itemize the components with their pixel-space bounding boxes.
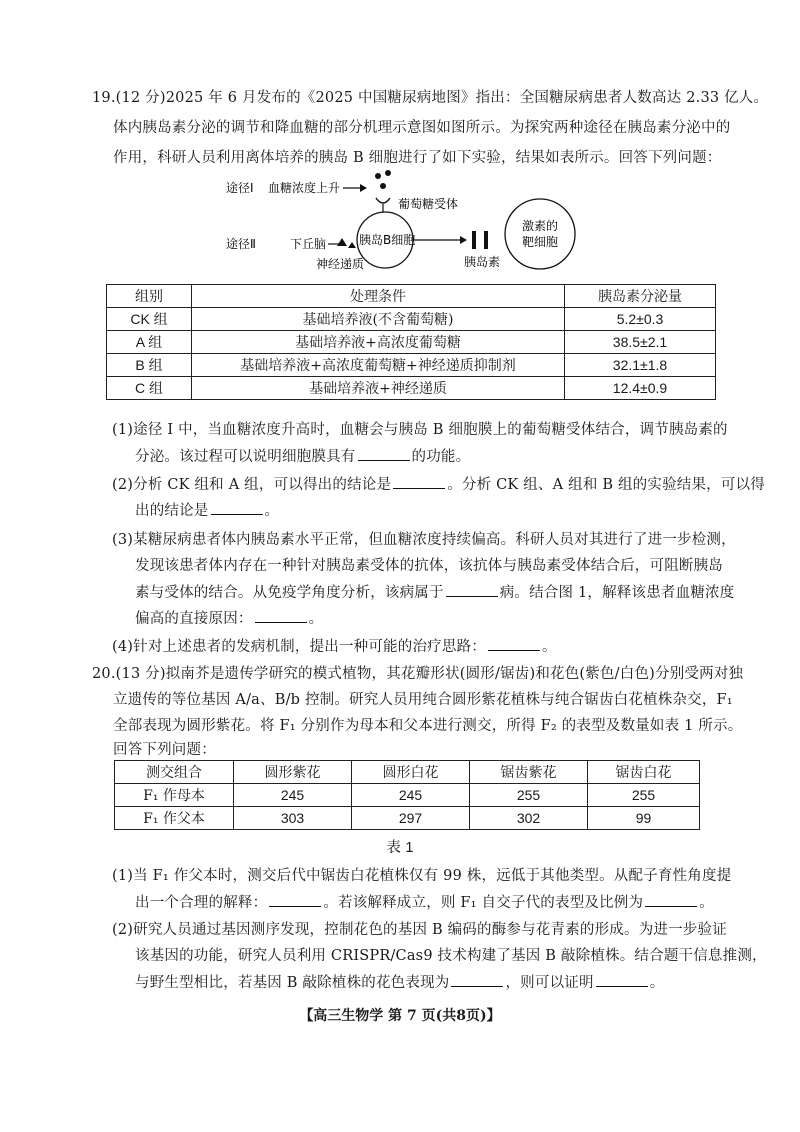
table-cell: F₁ 作父本: [115, 807, 234, 830]
table-cell: 基础培养液(不含葡萄糖): [192, 308, 565, 331]
answer-blank[interactable]: [358, 446, 410, 461]
q20-line3: 全部表现为圆形紫花。将 F₁ 分别作为母本和父本进行测交，所得 F₂ 的表型及数量如表 1 所示。: [113, 718, 743, 734]
table-header-cell: 圆形紫花: [234, 761, 352, 784]
answer-blank[interactable]: [255, 608, 307, 623]
table-cell: A 组: [107, 331, 192, 354]
q19-s3d: 偏高的直接原因： 。: [135, 608, 323, 629]
neurotransmitter-label: 神经递质: [316, 257, 365, 271]
insulin-bar-2: [484, 231, 488, 249]
table-caption: 表 1: [386, 840, 414, 856]
answer-blank[interactable]: [645, 892, 697, 907]
answer-blank[interactable]: [596, 972, 648, 987]
q19-s3a: (3)某糖尿病患者体内胰岛素水平正常，但血糖浓度持续偏高。科研人员对其进行了进一步检测，: [112, 532, 736, 548]
q19-table: [106, 284, 716, 400]
table-header-cell: 组别: [107, 285, 192, 308]
target-cell-circle: [505, 199, 575, 269]
target-label-1: 激素的: [522, 219, 559, 233]
path1-arrowhead: [360, 184, 367, 192]
table-row: [107, 354, 716, 377]
table-header-row: [107, 285, 716, 308]
table-row: [107, 331, 716, 354]
q20-line2: 立遗传的等位基因 A/a、B/b 控制。研究人员用纯合圆形紫花植株与纯合锯齿白花植株杂交，F₁: [113, 692, 733, 708]
table-row: [107, 377, 716, 400]
table-cell: 基础培养液+高浓度葡萄糖+神经递质抑制剂: [192, 354, 565, 377]
q19-s3b: 发现该患者体内存在一种针对胰岛素受体的抗体，该抗体与胰岛素受体结合后，可阻断胰岛: [135, 558, 723, 574]
q20-s2b: 该基因的功能，研究人员利用 CRISPR/Cas9 技术构建了基因 B 敲除植株。结合题干信息推测，: [135, 948, 767, 964]
table-header-row: [115, 761, 700, 784]
answer-blank[interactable]: [211, 500, 263, 515]
table-cell: 5.2±0.3: [565, 308, 716, 331]
table-cell: 245: [234, 784, 352, 807]
table-header-cell: 锯齿白花: [588, 761, 700, 784]
table-cell: 297: [352, 807, 470, 830]
table-cell: B 组: [107, 354, 192, 377]
receptor-icon: [376, 198, 390, 203]
answer-blank[interactable]: [393, 474, 445, 489]
answer-blank[interactable]: [446, 582, 498, 597]
glucose-dot-2: [385, 170, 391, 176]
q20-s1a: (1)当 F₁ 作父本时，测交后代中锯齿白花植株仅有 99 株，远低于其他类型。从配子育性角度提: [112, 868, 732, 884]
table-cell: 基础培养液+高浓度葡萄糖: [192, 331, 565, 354]
table-cell: 32.1±1.8: [565, 354, 716, 377]
q19-s3c: 素与受体的结合。从免疫学角度分析，该病属于 病。结合图 1，解释该患者血糖浓度: [135, 582, 734, 603]
receptor-label: 葡萄糖受体: [398, 197, 459, 211]
table-cell: F₁ 作母本: [115, 784, 234, 807]
table-header-cell: 测交组合: [115, 761, 234, 784]
q20-line1: 20.(13 分)拟南芥是遗传学研究的模式植物，其花瓣形状(圆形/锯齿)和花色(紫色/白色)分别受两对独: [92, 666, 744, 682]
q19-line2: 体内胰岛素分泌的调节和降血糖的部分机理示意图如图所示。为探究两种途径在胰岛素分泌中的: [113, 120, 731, 136]
table-cell: 255: [470, 784, 588, 807]
glucose-dot-1: [375, 173, 381, 179]
table-cell: 12.4±0.9: [565, 377, 716, 400]
path2-label: 途径Ⅱ: [226, 237, 256, 251]
table-row: [115, 807, 700, 830]
q19-line1: 19.(12 分)2025 年 6 月发布的《2025 中国糖尿病地图》指出：全国糖尿病患者人数高达 2.33 亿人。: [92, 90, 769, 106]
q20-s2c: 与野生型相比，若基因 B 敲除植株的花色表现为 ，则可以证明 。: [135, 972, 664, 993]
q19-s4: (4)针对上述患者的发病机制，提出一种可能的治疗思路： 。: [112, 636, 557, 657]
q20-table: [114, 760, 700, 830]
table-header-cell: 圆形白花: [352, 761, 470, 784]
target-label-2: 靶细胞: [522, 235, 559, 249]
table-cell: CK 组: [107, 308, 192, 331]
neurotransmitter-triangle-2: [348, 242, 356, 248]
answer-blank[interactable]: [269, 892, 321, 907]
insulin-arrowhead: [460, 236, 467, 244]
table-cell: C 组: [107, 377, 192, 400]
table-cell: 38.5±2.1: [565, 331, 716, 354]
answer-blank[interactable]: [451, 972, 503, 987]
path1-label: 途径Ⅰ: [226, 181, 254, 195]
page-footer: 【高三生物学 第 7 页(共8页)】: [299, 1008, 501, 1024]
q20-s2a: (2)研究人员通过基因测序发现，控制花色的基因 B 编码的酶参与花青素的形成。为进一步验证: [112, 922, 727, 938]
q19-s1b: 分泌。该过程可以说明细胞膜具有 的功能。: [135, 446, 470, 467]
table-cell: 99: [588, 807, 700, 830]
glucose-dot-3: [380, 183, 386, 189]
table-row: [115, 784, 700, 807]
table-cell: 255: [588, 784, 700, 807]
table-header-cell: 锯齿紫花: [470, 761, 588, 784]
table-cell: 基础培养液+神经递质: [192, 377, 565, 400]
q20-line4: 回答下列问题：: [113, 742, 216, 758]
insulin-bar-1: [472, 231, 476, 249]
q19-s1a: (1)途径 I 中，当血糖浓度升高时，血糖会与胰岛 B 细胞膜上的葡萄糖受体结合，调节胰岛素的: [112, 422, 728, 438]
table-cell: 245: [352, 784, 470, 807]
q19-s2b: 出的结论是 。: [135, 500, 279, 521]
table-header-cell: 胰岛素分泌量: [565, 285, 716, 308]
insulin-label: 胰岛素: [464, 255, 501, 269]
table-row: [107, 308, 716, 331]
path1-text: 血糖浓度上升: [268, 181, 341, 195]
b-cell-label: 胰岛B细胞: [359, 233, 416, 247]
table-header-cell: 处理条件: [192, 285, 565, 308]
hypothalamus-label: 下丘脑: [290, 237, 327, 251]
q19-line3: 作用，科研人员利用离体培养的胰岛 B 细胞进行了如下实验，结果如表所示。回答下列问题：: [113, 150, 722, 166]
insulin-mechanism-diagram: [200, 168, 600, 283]
answer-blank[interactable]: [488, 636, 540, 651]
neurotransmitter-triangle-1: [337, 238, 347, 246]
q19-s2a: (2)分析 CK 组和 A 组，可以得出的结论是 。分析 CK 组、A 组和 B 组的实验结果，可以得: [112, 474, 765, 495]
table-cell: 303: [234, 807, 352, 830]
q20-s1b: 出一个合理的解释： 。若该解释成立，则 F₁ 自交子代的表型及比例为 。: [135, 892, 714, 913]
table-cell: 302: [470, 807, 588, 830]
